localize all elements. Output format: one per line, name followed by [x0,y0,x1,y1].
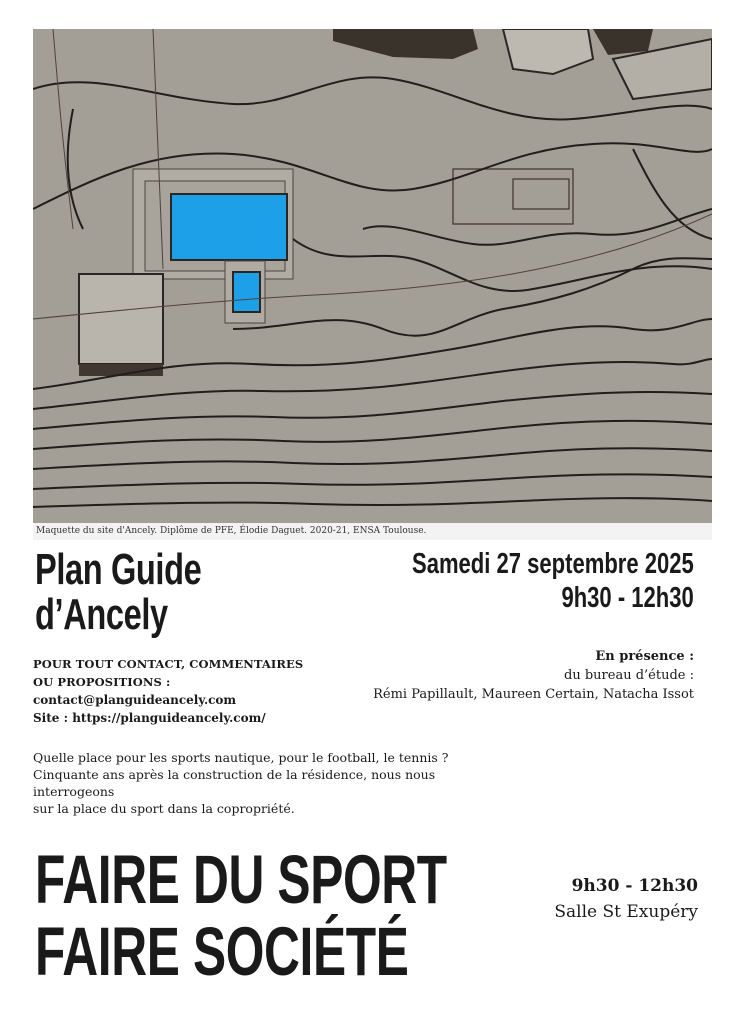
headline [35,841,447,990]
description-line-1: Quelle place pour les sports nautique, pour le football, le tennis ? [33,750,449,765]
date-time: 9h30 - 12h30 [561,582,694,614]
contact-line-1: POUR TOUT CONTACT, COMMENTAIRES [33,657,304,671]
event-info [554,873,698,925]
headline-line-2: FAIRE SOCIÉTÉ [35,913,409,990]
photo-caption: Maquette du site d'Ancely. Diplôme de PFE, Élodie Daguet. 2020-21, ENSA Toulouse. [33,523,712,540]
contact-line-2: OU PROPOSITIONS : [33,675,171,689]
description [33,749,513,817]
description-line-3: sur la place du sport dans la copropriété. [33,801,295,816]
event-date [412,547,694,615]
description-line-2: Cinquante ans après la construction de la résidence, nous nous interrogeons [33,767,436,799]
site-model-photo [33,29,712,523]
presence-label: En présence : [595,649,694,664]
contact-block [33,655,303,727]
presence-names: Rémi Papillault, Maureen Certain, Natacha Issot [373,687,694,702]
event-time: 9h30 - 12h30 [571,876,698,896]
headline-line-1: FAIRE DU SPORT [35,841,447,918]
presence-block [373,647,694,704]
title-line-2: d’Ancely [35,590,168,639]
contact-site[interactable]: Site : https://planguideancely.com/ [33,711,266,725]
topographic-model-image [33,29,712,523]
page-title [35,547,201,637]
contact-email[interactable]: contact@planguideancely.com [33,693,237,707]
event-place: Salle St Exupéry [554,902,698,922]
date-day: Samedi 27 septembre 2025 [412,548,694,580]
presence-line-1: du bureau d’étude : [564,668,694,683]
title-line-1: Plan Guide [35,545,202,594]
